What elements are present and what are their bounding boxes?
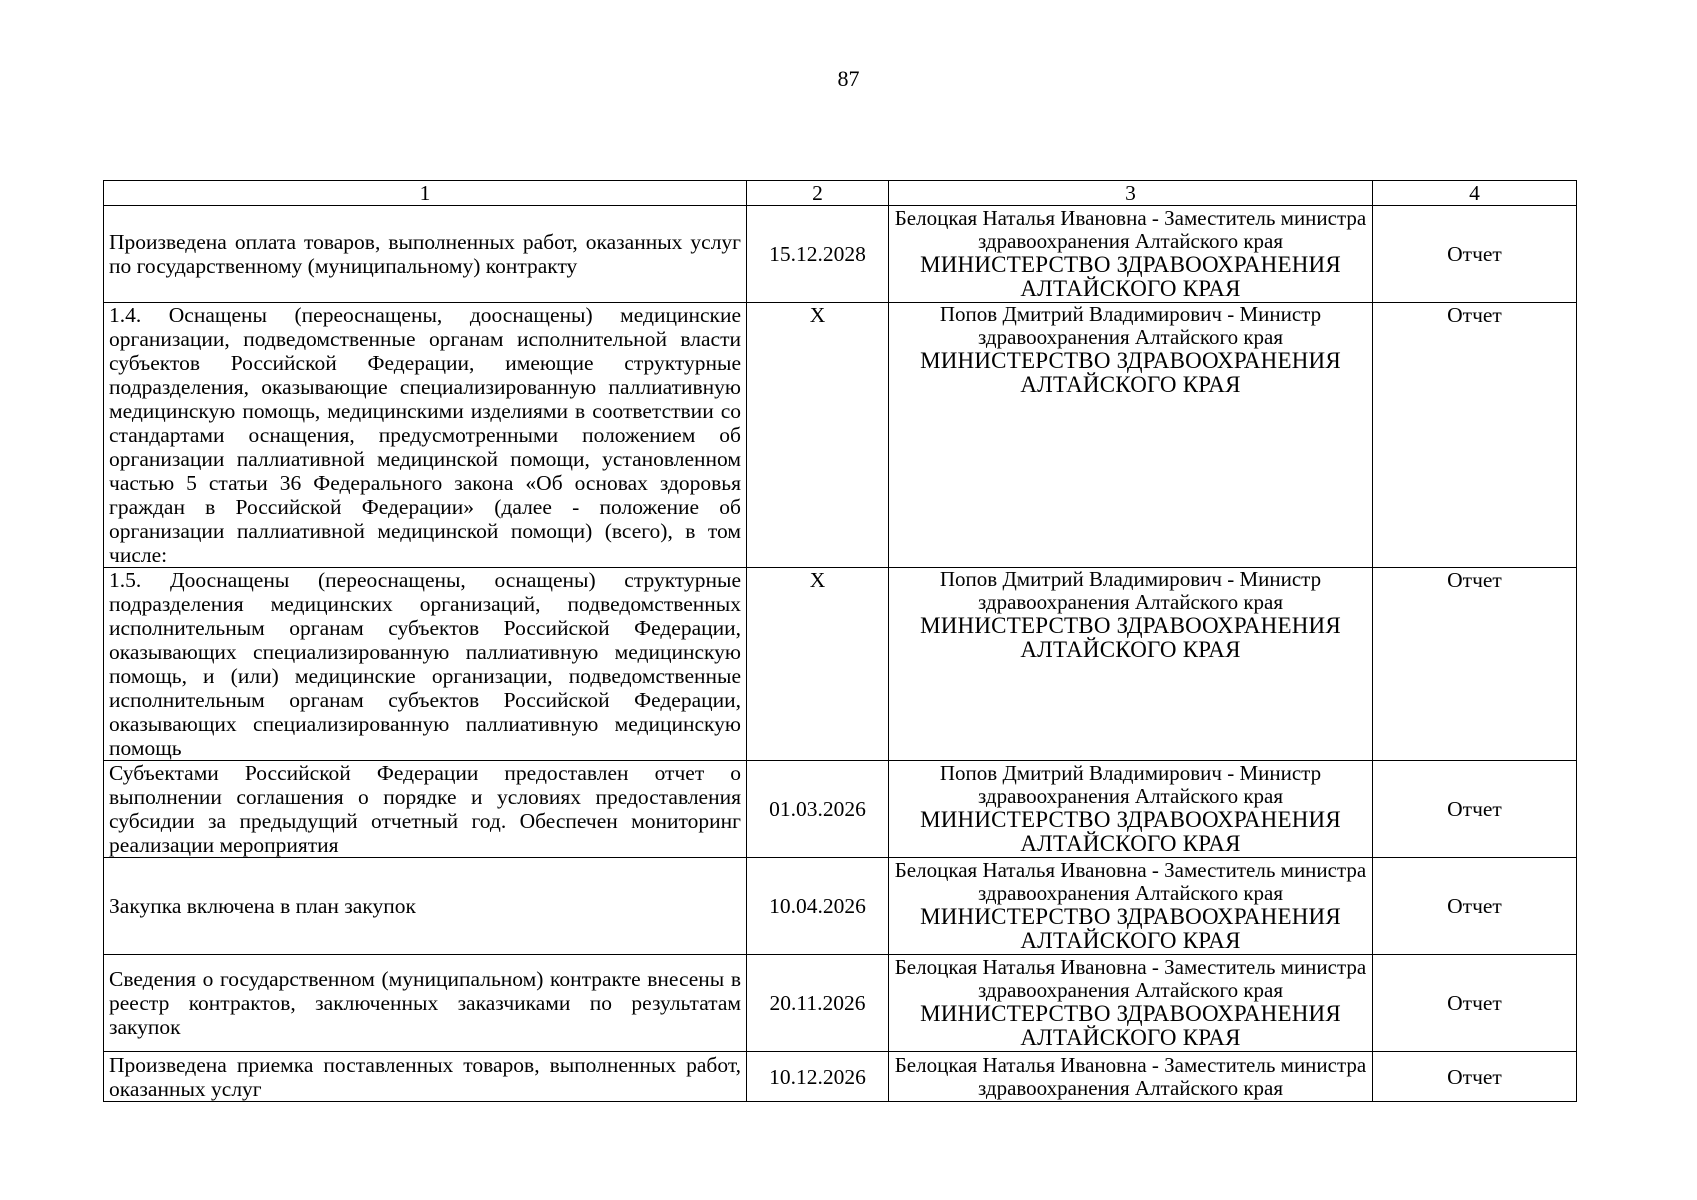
table-row: [104, 955, 1577, 1052]
responsible-cell: [889, 568, 1373, 761]
table-row: [104, 858, 1577, 955]
report-type: Отчет: [1373, 761, 1577, 858]
table-row: [104, 206, 1577, 303]
column-header-4: 4: [1373, 181, 1577, 206]
event-description: Субъектами Российской Федерации предоставлен отчет о выполнении соглашения о порядке и условиях предоставления субсидии за предыдущий отчетный год. Обеспечен мониторинг реализации мероприятия: [104, 761, 747, 858]
responsible-organization: МИНИСТЕРСТВО ЗДРАВООХРАНЕНИЯ АЛТАЙСКОГО КРАЯ: [920, 904, 1341, 953]
report-type: Отчет: [1373, 568, 1577, 761]
due-date: 10.12.2026: [747, 1052, 889, 1102]
responsible-person: Белоцкая Наталья Ивановна - Заместитель министра здравоохранения Алтайского края: [894, 206, 1367, 253]
responsible-organization: МИНИСТЕРСТВО ЗДРАВООХРАНЕНИЯ АЛТАЙСКОГО КРАЯ: [920, 807, 1341, 856]
responsible-cell: [889, 858, 1373, 955]
event-description: 1.5. Дооснащены (переоснащены, оснащены) структурные подразделения медицинских организаций, подведомственных исполнительным органам субъектов Российской Федерации, оказывающих специализированную паллиативную медицинскую помощь, и (или) медицинские организации, подведомственные исполнительным органам субъектов Российской Федерации, оказывающих специализированную паллиативную медицинскую помощь: [104, 568, 747, 761]
responsible-organization: МИНИСТЕРСТВО ЗДРАВООХРАНЕНИЯ АЛТАЙСКОГО КРАЯ: [920, 252, 1341, 301]
event-description: Произведена оплата товаров, выполненных работ, оказанных услуг по государственному (муниципальному) контракту: [104, 206, 747, 303]
responsible-organization: МИНИСТЕРСТВО ЗДРАВООХРАНЕНИЯ АЛТАЙСКОГО КРАЯ: [920, 348, 1341, 397]
due-date: 15.12.2028: [747, 206, 889, 303]
responsible-person: Попов Дмитрий Владимирович - Министр здравоохранения Алтайского края: [939, 302, 1322, 349]
report-type: Отчет: [1373, 858, 1577, 955]
event-description: Произведена приемка поставленных товаров, выполненных работ, оказанных услуг: [104, 1052, 747, 1102]
page-number: 87: [837, 66, 860, 91]
responsible-cell: [889, 303, 1373, 568]
responsible-cell: [889, 206, 1373, 303]
responsible-cell: [889, 1052, 1373, 1102]
responsible-organization: МИНИСТЕРСТВО ЗДРАВООХРАНЕНИЯ АЛТАЙСКОГО КРАЯ: [920, 613, 1341, 662]
column-header-1: 1: [104, 181, 747, 206]
table-row: [104, 761, 1577, 858]
responsible-person: Попов Дмитрий Владимирович - Министр здравоохранения Алтайского края: [939, 567, 1322, 614]
due-date: 20.11.2026: [747, 955, 889, 1052]
table-header-row: [104, 181, 1577, 206]
column-header-2: 2: [747, 181, 889, 206]
event-description: 1.4. Оснащены (переоснащены, дооснащены) медицинские организации, подведомственные органам исполнительной власти субъектов Российской Федерации, имеющие структурные подразделения, оказывающие специализированную паллиативную медицинскую помощь, медицинскими изделиями в соответствии со стандартами оснащения, предусмотренными положением об организации паллиативной медицинской помощи, установленном частью 5 статьи 36 Федерального закона «Об основах здоровья граждан в Российской Федерации» (далее - положение об организации паллиативной медицинской помощи) (всего), в том числе:: [104, 303, 747, 568]
responsible-cell: [889, 761, 1373, 858]
schedule-table: [103, 180, 1577, 1102]
due-date: X: [747, 568, 889, 761]
due-date: X: [747, 303, 889, 568]
table-row: [104, 568, 1577, 761]
responsible-person: Белоцкая Наталья Ивановна - Заместитель министра здравоохранения Алтайского края: [894, 955, 1367, 1002]
due-date: 10.04.2026: [747, 858, 889, 955]
responsible-person: Белоцкая Наталья Ивановна - Заместитель министра здравоохранения Алтайского края: [894, 1052, 1367, 1100]
responsible-cell: [889, 955, 1373, 1052]
responsible-person: Белоцкая Наталья Ивановна - Заместитель министра здравоохранения Алтайского края: [894, 858, 1367, 905]
column-header-3: 3: [889, 181, 1373, 206]
event-description: Закупка включена в план закупок: [104, 858, 747, 955]
report-type: Отчет: [1373, 303, 1577, 568]
responsible-organization: МИНИСТЕРСТВО ЗДРАВООХРАНЕНИЯ АЛТАЙСКОГО КРАЯ: [920, 1001, 1341, 1050]
report-type: Отчет: [1373, 1052, 1577, 1102]
due-date: 01.03.2026: [747, 761, 889, 858]
table-row: [104, 1052, 1577, 1102]
report-type: Отчет: [1373, 955, 1577, 1052]
report-type: Отчет: [1373, 206, 1577, 303]
responsible-person: Попов Дмитрий Владимирович - Министр здравоохранения Алтайского края: [939, 761, 1322, 808]
event-description: Сведения о государственном (муниципальном) контракте внесены в реестр контрактов, заключенных заказчиками по результатам закупок: [104, 955, 747, 1052]
table-row: [104, 303, 1577, 568]
